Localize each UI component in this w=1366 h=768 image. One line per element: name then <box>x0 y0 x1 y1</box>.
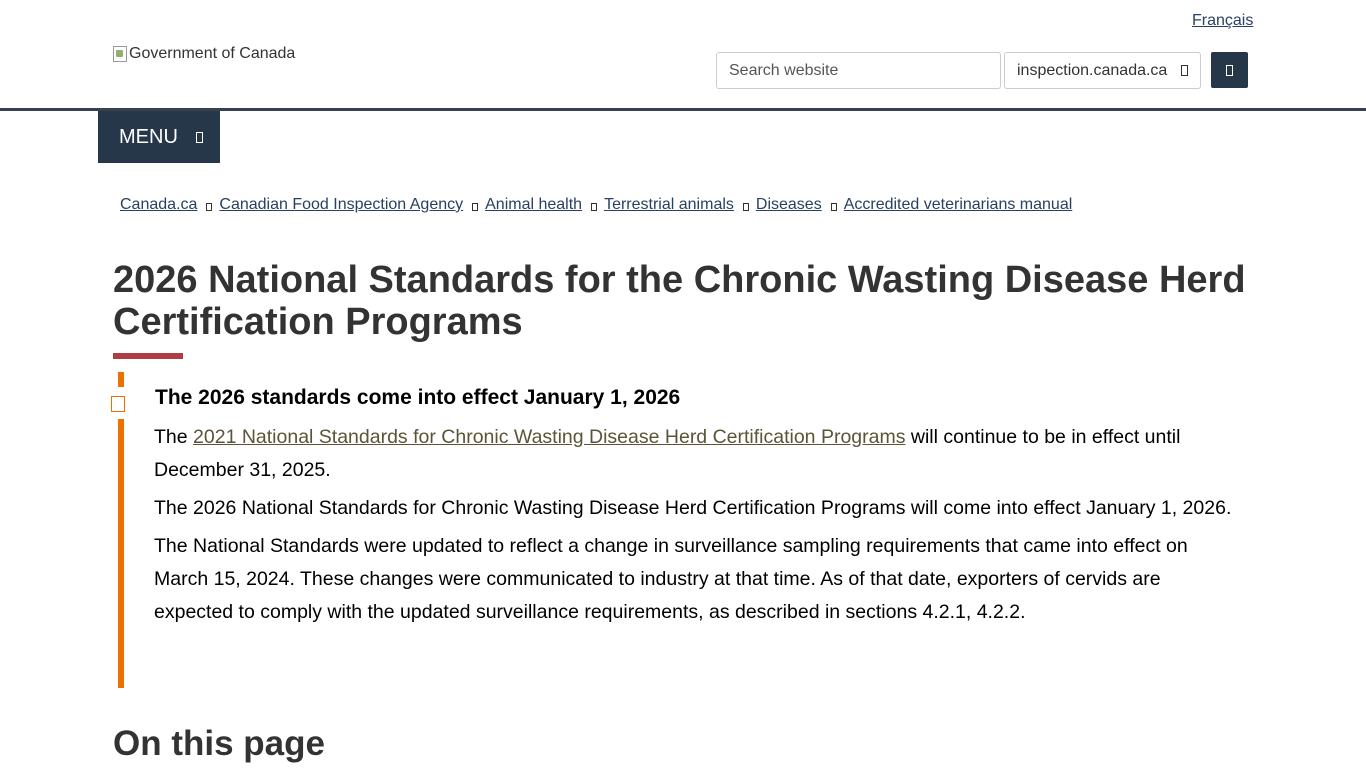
chevron-right-icon <box>743 203 749 211</box>
breadcrumb-item-diseases[interactable]: Diseases <box>755 196 822 213</box>
menu-label: MENU <box>119 125 178 148</box>
breadcrumb-item-animal-health[interactable]: Animal health <box>485 196 583 213</box>
search-icon <box>1226 65 1233 76</box>
notice-paragraph <box>154 421 1234 487</box>
chevron-right-icon <box>831 203 837 211</box>
notice-paragraph: The 2026 National Standards for Chronic Wasting Disease Herd Certification Programs will come into effect January 1, 2026. <box>154 497 1232 519</box>
chevron-down-icon <box>1181 65 1188 76</box>
chevron-right-icon <box>591 203 597 211</box>
notice-accent-bar <box>118 372 124 387</box>
page-title: 2026 National Standards for the Chronic Wasting Disease Herd Certification Programs <box>113 259 1246 343</box>
breadcrumb-item-accredited-veterinarians-manual[interactable]: Accredited veterinarians manual <box>843 196 1073 213</box>
breadcrumb-item-canada-ca[interactable]: Canada.ca <box>120 196 198 213</box>
on-this-page-heading: On this page <box>113 724 325 763</box>
breadcrumb-item-cfia[interactable]: Canadian Food Inspection Agency <box>219 196 464 213</box>
2021-standards-link[interactable]: 2021 National Standards for Chronic Wasting Disease Herd Certification Programs <box>193 426 906 448</box>
language-toggle-link[interactable]: Français <box>1192 12 1254 29</box>
notice-paragraph: The National Standards were updated to reflect a change in surveillance sampling requirements that came into effect on March 15, 2024. These changes were communicated to industry at that time. As of that date, exporters of cervids are expected to comply with the updated surveillance requirements, as described in sections 4.2.1, 4.2.2. <box>154 535 1188 623</box>
notice-accent-bar <box>118 419 124 688</box>
chevron-down-icon <box>196 132 203 143</box>
warning-icon <box>111 396 125 412</box>
chevron-right-icon <box>472 203 478 211</box>
broken-image-icon <box>113 46 127 62</box>
government-of-canada-logo[interactable] <box>113 45 295 63</box>
search-scope-select[interactable] <box>1004 52 1201 89</box>
search-scope-value: inspection.canada.ca <box>1017 61 1168 79</box>
search-input[interactable] <box>716 52 1001 89</box>
breadcrumb-item-terrestrial-animals[interactable]: Terrestrial animals <box>604 196 734 213</box>
menu-button[interactable] <box>98 111 220 163</box>
logo-alt-text: Government of Canada <box>129 45 296 62</box>
chevron-right-icon <box>206 203 212 211</box>
notice-text: The <box>154 426 194 448</box>
search-button[interactable] <box>1211 52 1248 88</box>
notice-text: will continue to be in effect until December 31, 2025. <box>154 426 1181 481</box>
notice-body <box>154 421 1234 634</box>
search-placeholder: Search website <box>729 61 839 79</box>
title-underline <box>113 353 183 359</box>
notice-heading: The 2026 standards come into effect January 1, 2026 <box>155 386 681 409</box>
breadcrumb <box>120 196 1072 214</box>
